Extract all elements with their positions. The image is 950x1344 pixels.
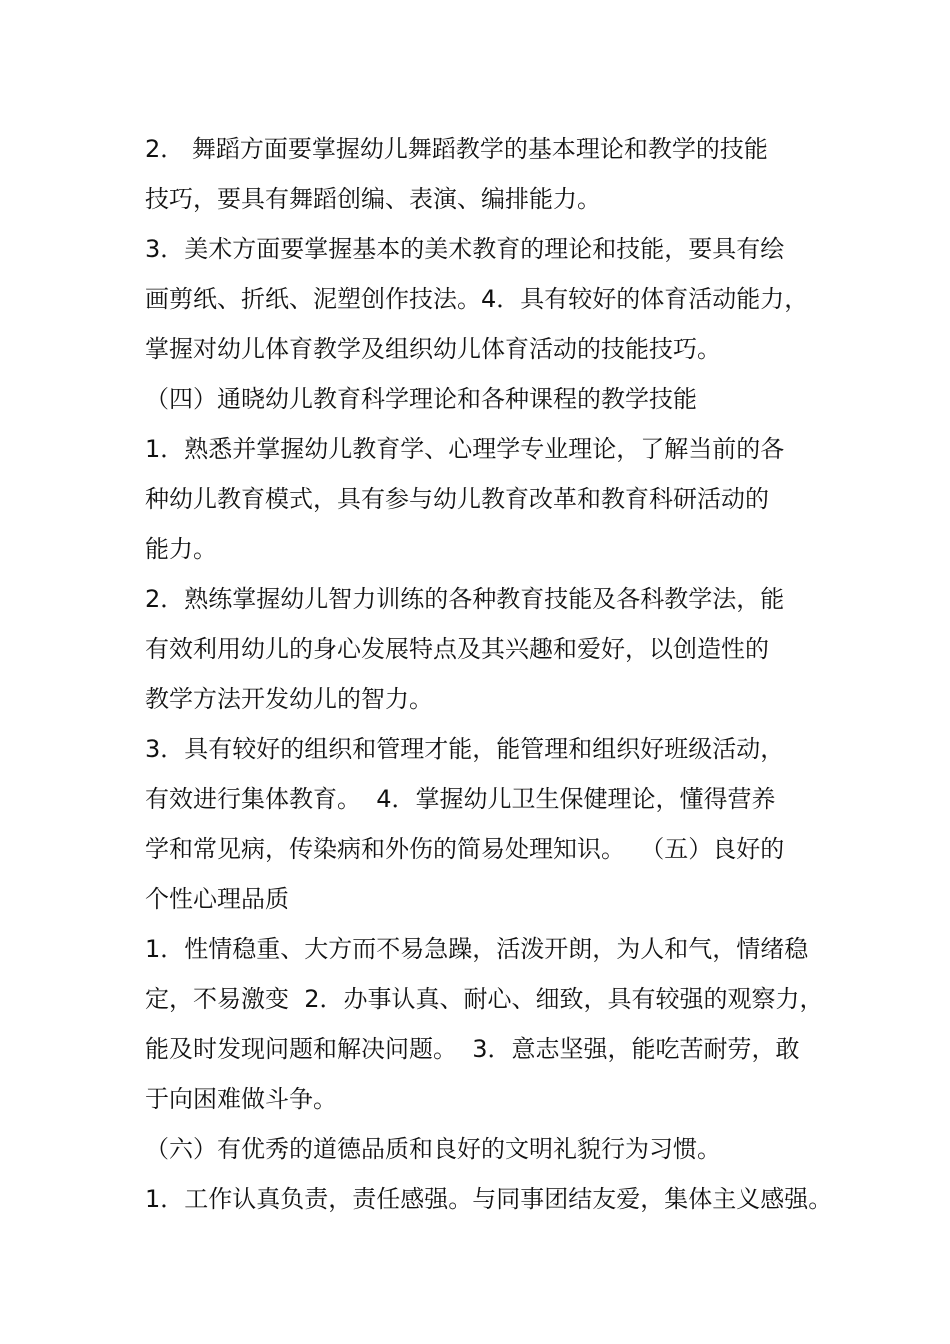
text-line: 1．熟悉并掌握幼儿教育学、心理学专业理论，了解当前的各 bbox=[145, 435, 785, 463]
text-line: 于向困难做斗争。 bbox=[145, 1085, 337, 1113]
text-line: 能力。 bbox=[145, 535, 217, 563]
text-line: 1．性情稳重、大方而不易急躁，活泼开朗，为人和气，情绪稳 bbox=[145, 935, 809, 963]
text-line: 定，不易激变 2．办事认真、耐心、细致，具有较强的观察力， bbox=[145, 985, 824, 1013]
text-line: 技巧，要具有舞蹈创编、表演、编排能力。 bbox=[145, 185, 601, 213]
text-line: 学和常见病，传染病和外伤的简易处理知识。 （五）良好的 bbox=[145, 835, 785, 863]
text-line: 2． 舞蹈方面要掌握幼儿舞蹈教学的基本理论和教学的技能 bbox=[145, 135, 768, 163]
text-line: 种幼儿教育模式，具有参与幼儿教育改革和教育科研活动的 bbox=[145, 485, 769, 513]
text-line: 能及时发现问题和解决问题。 3．意志坚强，能吃苦耐劳，敢 bbox=[145, 1035, 800, 1063]
text-line: 掌握对幼儿体育教学及组织幼儿体育活动的技能技巧。 bbox=[145, 335, 721, 363]
text-line: 有效利用幼儿的身心发展特点及其兴趣和爱好，以创造性的 bbox=[145, 635, 769, 663]
text-line: 2．熟练掌握幼儿智力训练的各种教育技能及各科教学法，能 bbox=[145, 585, 785, 613]
text-line: 3．具有较好的组织和管理才能，能管理和组织好班级活动， bbox=[145, 735, 785, 763]
text-line: 画剪纸、折纸、泥塑创作技法。4．具有较好的体育活动能力， bbox=[145, 285, 809, 313]
text-line: 1．工作认真负责，责任感强。与同事团结友爱，集体主义感强。 bbox=[145, 1185, 833, 1213]
text-line: 教学方法开发幼儿的智力。 bbox=[145, 685, 433, 713]
section-heading: （六）有优秀的道德品质和良好的文明礼貌行为习惯。 bbox=[145, 1135, 721, 1163]
text-line: 有效进行集体教育。 4．掌握幼儿卫生保健理论，懂得营养 bbox=[145, 785, 776, 813]
text-line: 3．美术方面要掌握基本的美术教育的理论和技能，要具有绘 bbox=[145, 235, 785, 263]
section-heading: （四）通晓幼儿教育科学理论和各种课程的教学技能 bbox=[145, 385, 697, 413]
text-line: 个性心理品质 bbox=[145, 885, 289, 913]
